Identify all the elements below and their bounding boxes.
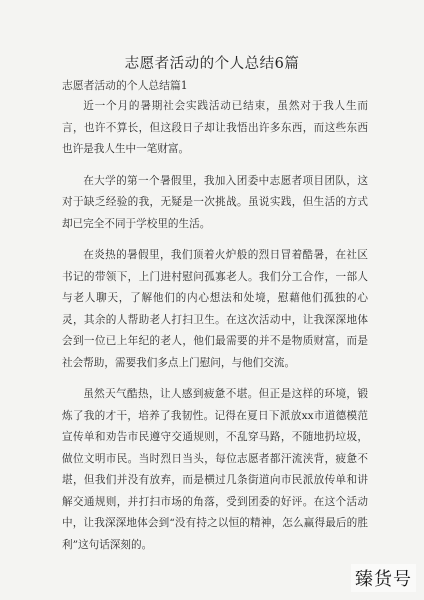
section-heading: 志愿者活动的个人总结篇1: [62, 79, 188, 92]
paragraph-4: 虽然天气酷热，让人感到疲惫不堪。但正是这样的环境，锻炼了我的才干，培养了我韧性。记得在夏日下派放xx市道德模范宣传单和劝告市民遵守交通规则，不乱穿马路，不随地扔垃圾，做位文明市民。当时烈日当头，每位志愿者都汗流浃背，疲惫不堪，但我们并没有放弃，而是横过几条街道向市民派放传单和讲解交通规则，并打扫市场的角落，受到团委的好评。在这个活动中，让我深深地体会到“没有持之以恒的精神，怎么赢得最后的胜利”这句话深刻的。: [62, 388, 368, 551]
watermark-logo: 臻货号: [351, 564, 416, 592]
document-body: [62, 96, 368, 566]
paragraph-3: 在炎热的暑假里，我们顶着火炉般的烈日冒着酷暑，在社区书记的带领下，上门进村慰问孤寡老人。我们分工合作，一部人与老人聊天，了解他们的内心想法和处境，慰藉他们孤独的心灵，其余的人帮助老人打扫卫生。在这次活动中，让我深深地体会到一位已上年纪的老人，他们最需要的并不是物质财富，而是社会帮助，需要我们多点上门慰问，与他们交流。: [62, 249, 368, 369]
paragraph-2: 在大学的第一个暑假里，我加入团委中志愿者项目团队，这对于缺乏经验的我，无疑是一次挑战。虽说实践，但生活的方式却已完全不同于学校里的生活。: [62, 174, 368, 230]
document-title: 志愿者活动的个人总结6篇: [124, 56, 300, 72]
paragraph-1: 近一个月的暑期社会实践活动已结束，虽然对于我人生而言，也许不算长，但这段日子却让我悟出许多东西，而这些东西也许是我人生中一笔财富。: [62, 100, 368, 155]
